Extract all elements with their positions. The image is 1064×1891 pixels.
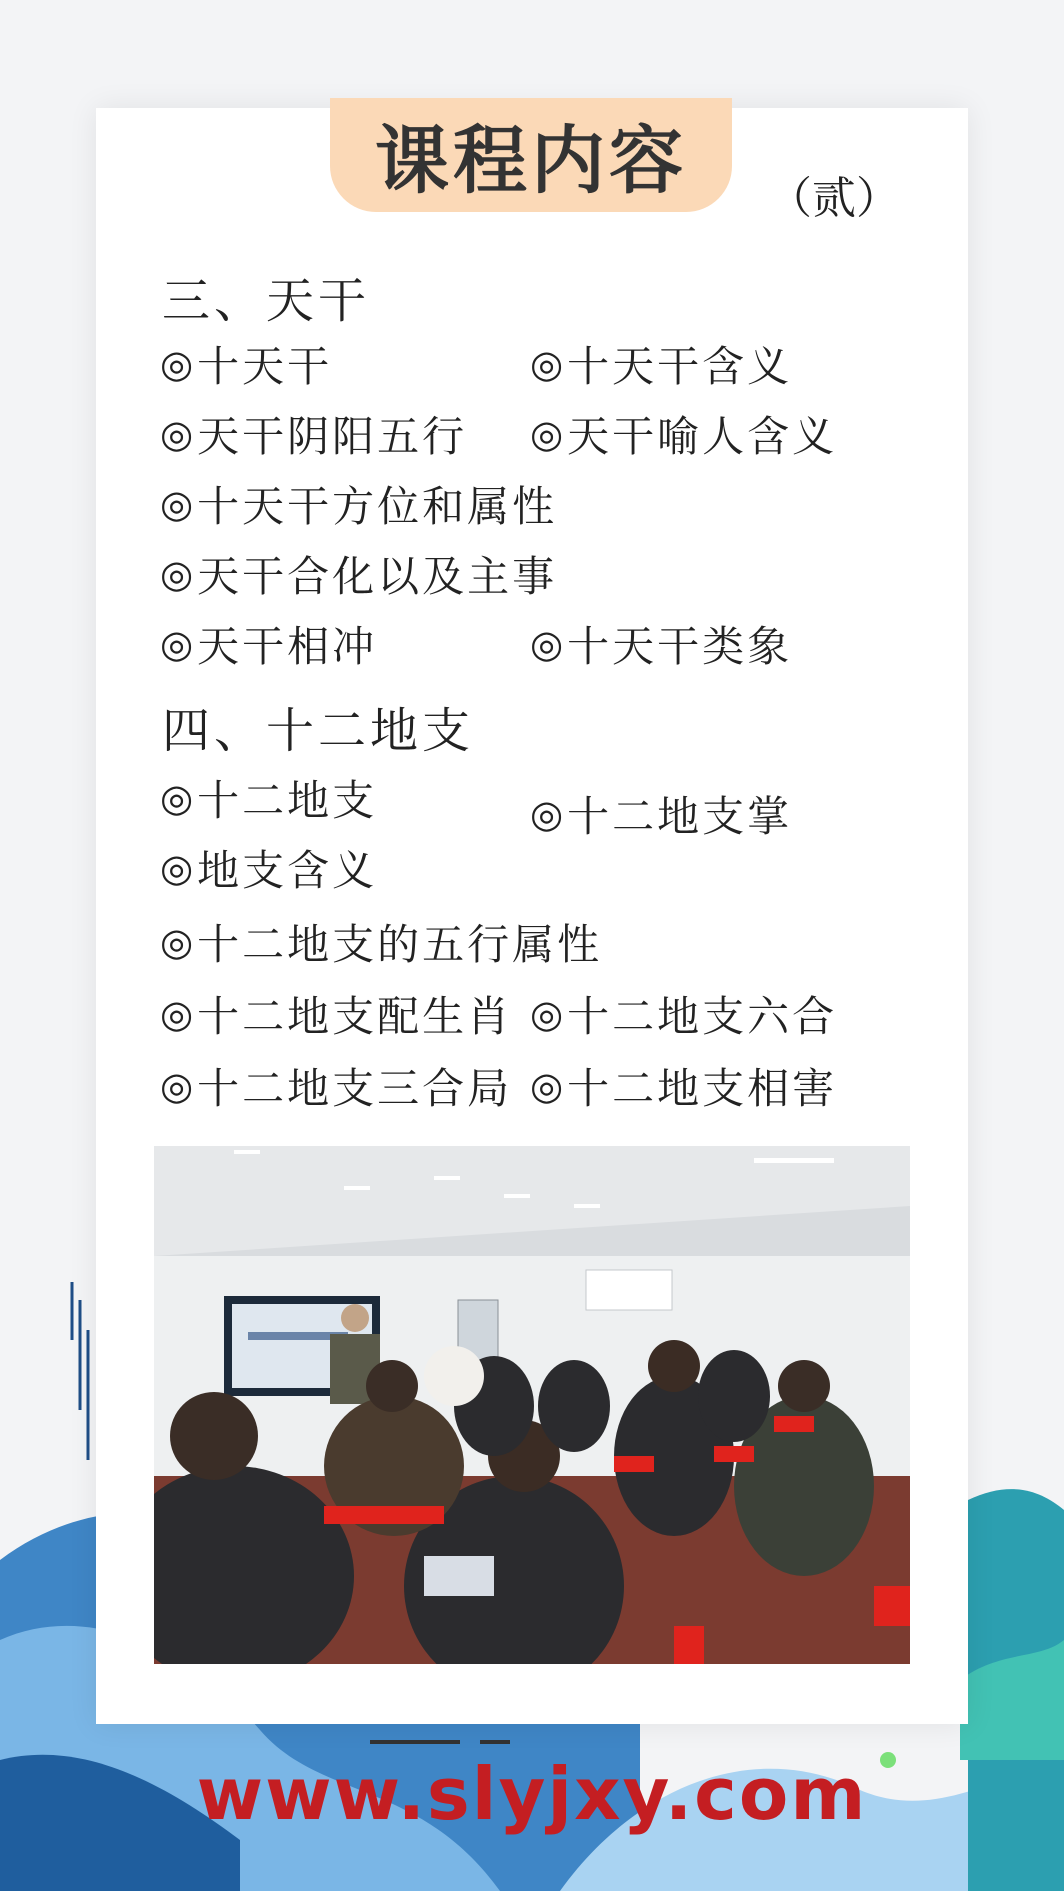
section-heading-tiangan: 三、天干 (162, 273, 371, 329)
list-item: ◎ 十二地支掌 (530, 792, 793, 841)
title-tab (330, 98, 732, 212)
list-item: ◎ 天干合化以及主事 (160, 552, 558, 601)
list-item: ◎ 十天干 (160, 342, 333, 391)
list-item: ◎ 十二地支六合 (530, 992, 838, 1041)
page-subtitle: （贰） (768, 173, 900, 224)
classroom-photo (154, 1146, 910, 1664)
list-item: ◎ 十二地支配生肖 (160, 992, 513, 1041)
list-item: ◎ 天干阴阳五行 (160, 412, 468, 461)
list-item: ◎ 十二地支相害 (530, 1064, 838, 1113)
list-item: ◎ 天干喻人含义 (530, 412, 838, 461)
list-item: ◎ 十二地支 (160, 776, 378, 825)
section-heading-dizhi: 四、十二地支 (162, 703, 475, 759)
list-item: ◎ 十二地支的五行属性 (160, 920, 603, 969)
list-item: ◎ 天干相冲 (160, 622, 378, 671)
list-item: ◎ 十二地支三合局 (160, 1064, 513, 1113)
list-item: ◎ 十天干方位和属性 (160, 482, 558, 531)
list-item: ◎ 十天干含义 (530, 342, 793, 391)
website-url: www.slyjxy.com (196, 1752, 868, 1836)
list-item: ◎ 地支含义 (160, 846, 378, 895)
list-item: ◎ 十天干类象 (530, 622, 793, 671)
page-title: 课程内容 (375, 118, 687, 204)
